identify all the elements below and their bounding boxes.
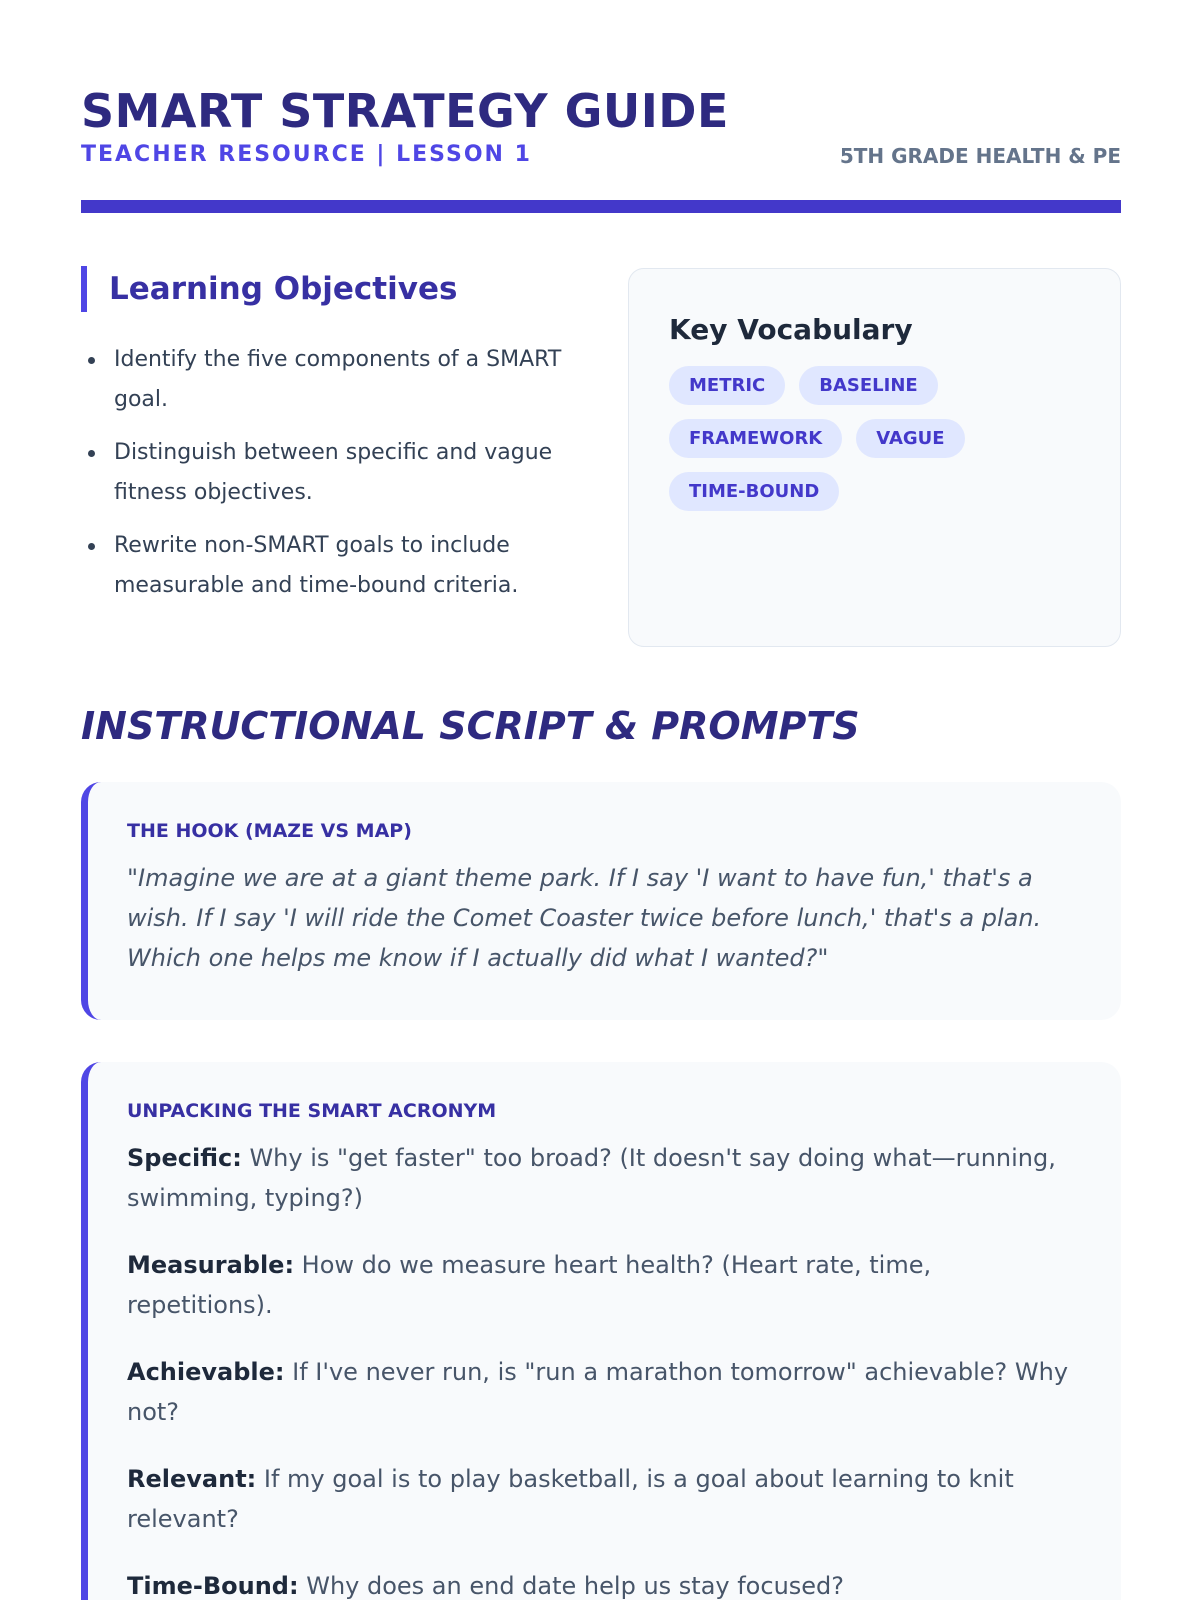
acronym-card [81,1062,1121,1600]
objective-item: Distinguish between specific and vague fitness objectives. [81,433,581,513]
acronym-prompt: If I've never run, is "run a marathon tomorrow" achievable? Why not? [127,1358,1069,1426]
script-heading: INSTRUCTIONAL SCRIPT & PROMPTS [81,704,860,748]
header-divider [81,200,1121,213]
acronym-prompt: If my goal is to play basketball, is a goal about learning to knit relevant? [127,1465,1014,1533]
acronym-item-relevant [127,1459,1081,1539]
acronym-prompt: How do we measure heart health? (Heart rate, time, repetitions). [127,1251,932,1319]
key-vocabulary-card [628,268,1121,647]
acronym-prompt: Why does an end date help us stay focused? [298,1572,845,1600]
acronym-prompt: Why is "get faster" too broad? (It doesn't say doing what—running, swimming, typing?) [127,1144,1056,1212]
objectives-list [81,340,581,606]
objective-item: Rewrite non-SMART goals to include measurable and time-bound criteria. [81,526,581,606]
hook-card [81,782,1121,1020]
acronym-term: Specific: [127,1144,242,1172]
grade-label: 5TH GRADE HEALTH & PE [839,144,1121,168]
acronym-item-measurable [127,1245,1081,1325]
acronym-item-time-bound [127,1566,1081,1600]
vocab-tag: FRAMEWORK [669,419,842,458]
page-title: SMART STRATEGY GUIDE [81,84,729,138]
vocab-tag: METRIC [669,366,785,405]
vocabulary-tags [669,366,989,511]
learning-objectives [81,266,581,619]
acronym-term: Relevant: [127,1465,257,1493]
objective-item: Identify the five components of a SMART goal. [81,340,581,420]
objectives-heading: Learning Objectives [81,266,581,312]
vocabulary-heading: Key Vocabulary [669,313,913,346]
vocab-tag: TIME-BOUND [669,472,839,511]
acronym-item-specific [127,1138,1081,1218]
vocab-tag: VAGUE [856,419,964,458]
vocab-tag: BASELINE [799,366,937,405]
acronym-term: Achievable: [127,1358,285,1386]
acronym-term: Time-Bound: [127,1572,299,1600]
page-header [81,84,1121,214]
hook-label: THE HOOK (MAZE VS MAP) [127,820,412,842]
page-subtitle: TEACHER RESOURCE | LESSON 1 [81,142,532,167]
acronym-term: Measurable: [127,1251,295,1279]
acronym-item-achievable [127,1352,1081,1432]
acronym-label: UNPACKING THE SMART ACRONYM [127,1100,497,1122]
hook-quote: "Imagine we are at a giant theme park. If I say 'I want to have fun,' that's a wish. If I say 'I will ride the Comet Coaster twice before lunch,' that's a plan. Which one helps me know if I actually did what I wanted?" [127,864,1042,972]
